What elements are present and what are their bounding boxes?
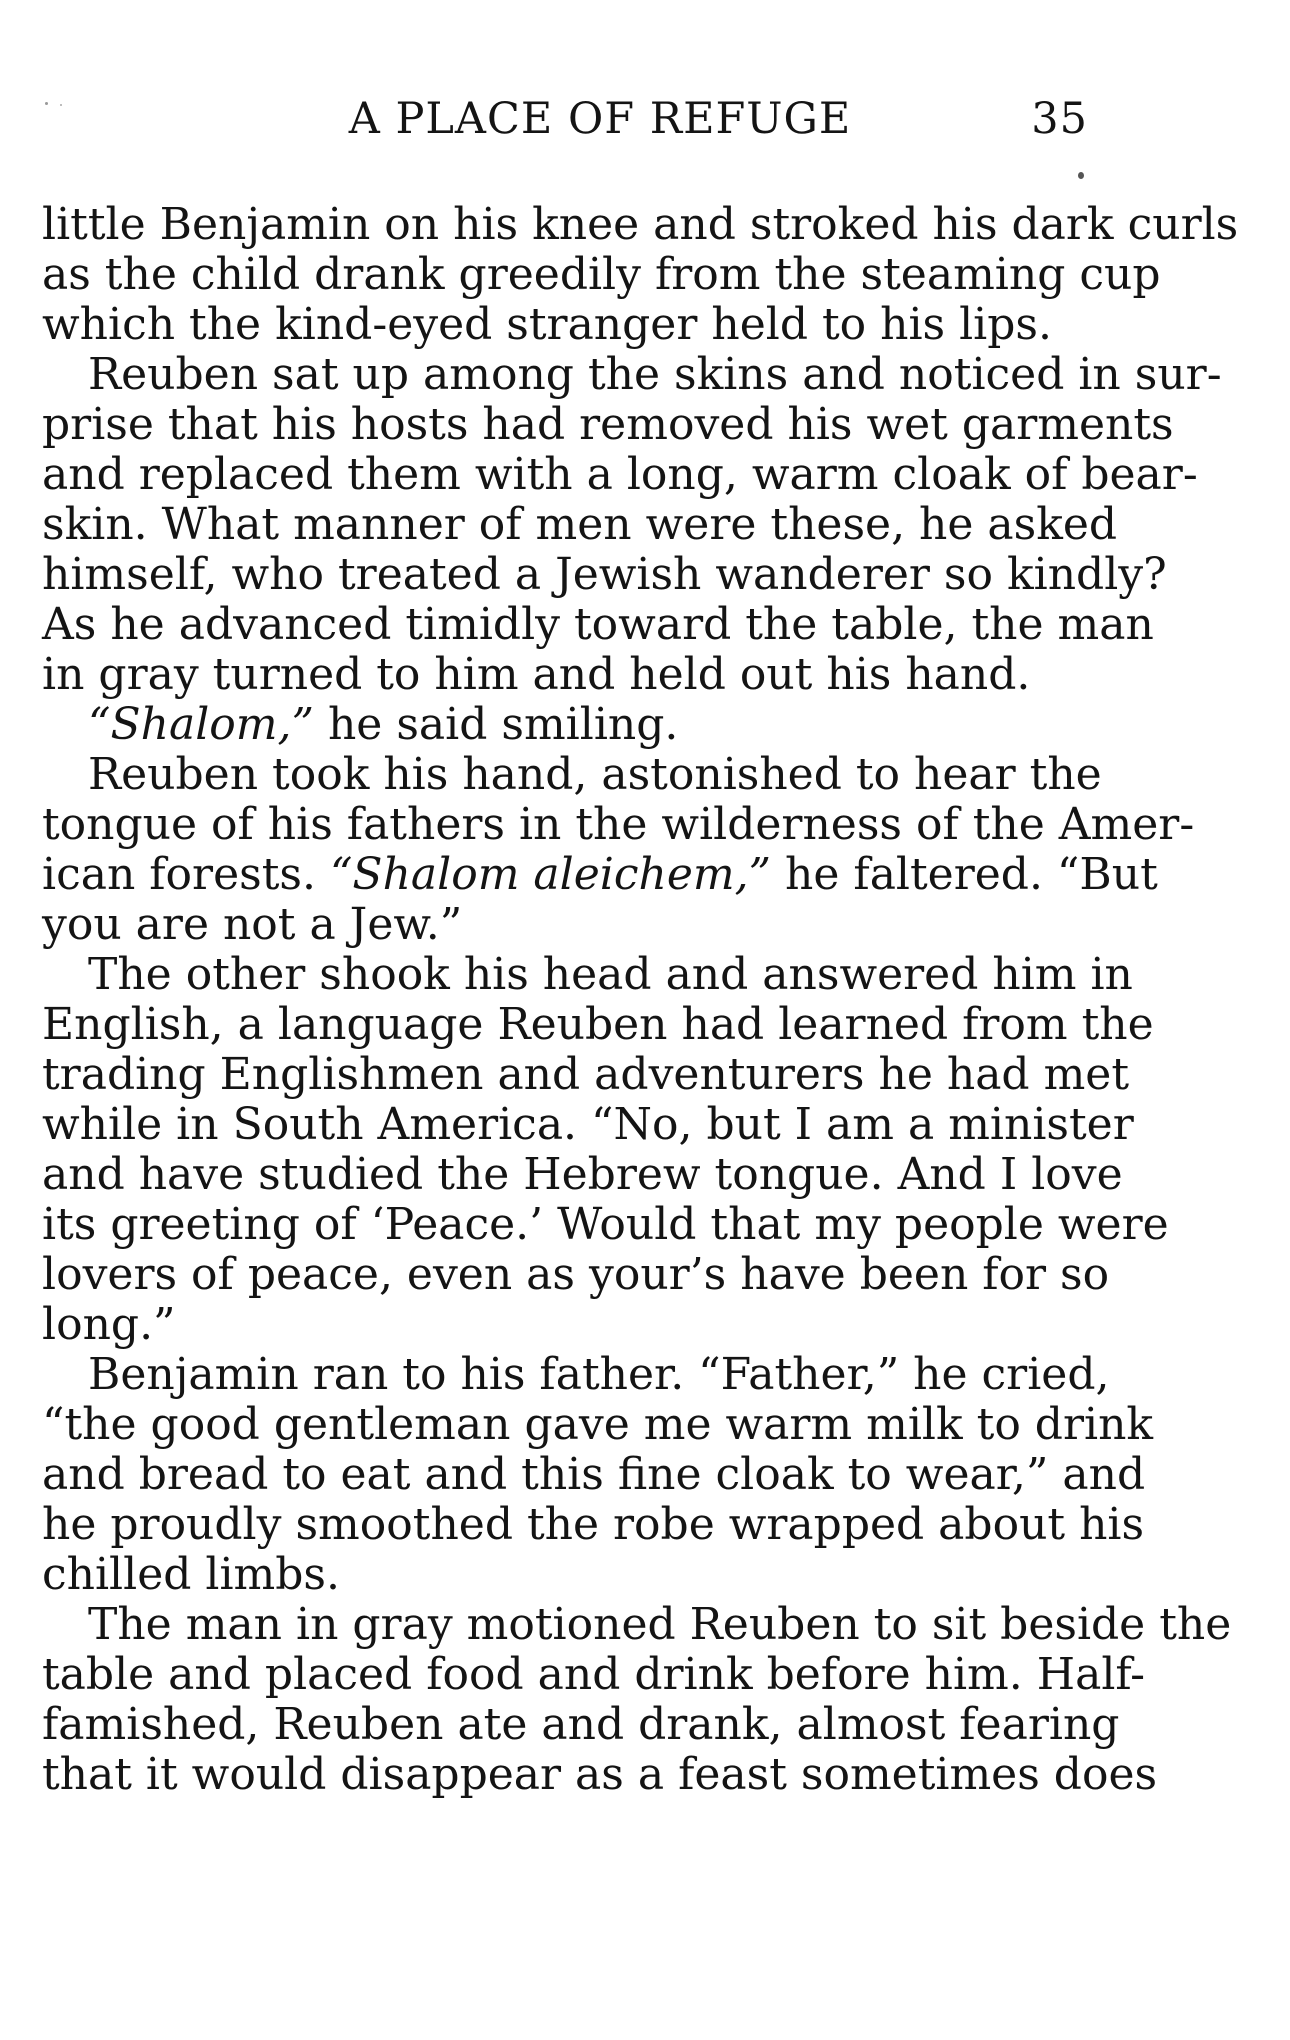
text-line: which the kind-eyed stranger held to his lips. — [42, 299, 1052, 350]
print-speck — [1078, 172, 1084, 179]
print-speck — [60, 104, 62, 106]
text-line: he proudly smoothed the robe wrapped about his — [42, 1499, 1145, 1550]
italic-phrase: “Shalom aleichem,” — [329, 849, 772, 900]
text-line: and have studied the Hebrew tongue. And I love — [42, 1149, 1123, 1200]
text-line: “the good gentleman gave me warm milk to drink — [42, 1399, 1154, 1450]
text-line: prise that his hosts had removed his wet garments — [42, 399, 1174, 450]
text-line: long.” — [42, 1299, 176, 1350]
text-line: As he advanced timidly toward the table, the man — [42, 599, 1154, 650]
text-line: that it would disappear as a feast sometimes does — [42, 1749, 1158, 1800]
text-line: in gray turned to him and held out his hand. — [42, 649, 1031, 700]
text-line: The other shook his head and answered him in — [88, 949, 1133, 1000]
text-line: table and placed food and drink before him. Half- — [42, 1649, 1146, 1700]
italic-phrase: “Shalom,” — [88, 699, 314, 750]
text-line: The man in gray motioned Reuben to sit beside the — [88, 1599, 1232, 1650]
text-line: while in South America. “No, but I am a minister — [42, 1099, 1134, 1150]
page-number: 35 — [1031, 94, 1088, 144]
text-run: ican forests. — [42, 849, 330, 900]
text-line: you are not a Jew.” — [42, 899, 463, 950]
text-line: tongue of his fathers in the wilderness of the Amer- — [42, 799, 1195, 850]
print-speck — [45, 102, 48, 105]
text-run: he faltered. “But — [771, 849, 1158, 900]
text-line: little Benjamin on his knee and stroked his dark curls — [42, 199, 1239, 250]
text-line: trading Englishmen and adventurers he had met — [42, 1049, 1130, 1100]
text-line: and replaced them with a long, warm cloak of bear- — [42, 449, 1198, 500]
text-line: its greeting of ‘Peace.’ Would that my people were — [42, 1199, 1169, 1250]
text-line: famished, Reuben ate and drank, almost fearing — [42, 1699, 1120, 1750]
text-line: chilled limbs. — [42, 1549, 340, 1600]
running-head-title: A PLACE OF REFUGE — [348, 94, 852, 144]
text-run: he said smiling. — [313, 699, 679, 750]
text-line — [42, 849, 1158, 900]
text-line: English, a language Reuben had learned from the — [42, 999, 1154, 1050]
body-text — [42, 199, 1239, 1800]
text-line: Reuben sat up among the skins and noticed in sur- — [88, 349, 1222, 400]
text-line: Reuben took his hand, astonished to hear the — [88, 749, 1102, 800]
text-line: and bread to eat and this fine cloak to wear,” and — [42, 1449, 1146, 1500]
text-line: lovers of peace, even as your’s have been for so — [42, 1249, 1110, 1300]
text-line — [42, 700, 1088, 750]
text-line: himself, who treated a Jewish wanderer so kindly? — [42, 549, 1167, 600]
text-line: Benjamin ran to his father. “Father,” he cried, — [88, 1349, 1110, 1400]
text-line: skin. What manner of men were these, he asked — [42, 499, 1118, 550]
running-head — [42, 94, 1088, 154]
text-line: as the child drank greedily from the steaming cup — [42, 249, 1161, 300]
